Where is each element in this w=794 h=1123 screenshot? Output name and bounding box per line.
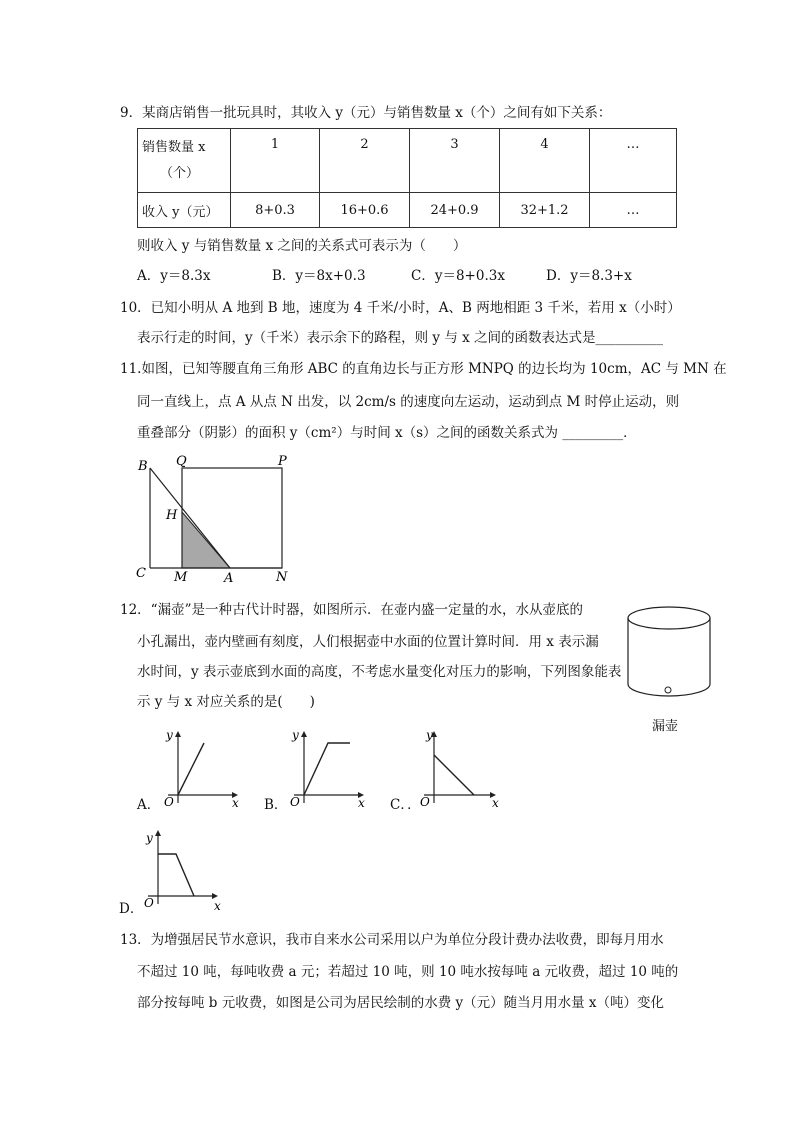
q12-graph-d-x-label: x bbox=[214, 899, 221, 913]
q13-line-2: 不超过 10 吨，每吨收费 a 元；若超过 10 吨，则 10 吨水按每吨 a 元收费，超过 10 吨的 bbox=[137, 964, 679, 980]
q11-line-3: 重叠部分（阴影）的面积 y（cm²）与时间 x（s）之间的函数关系式为 _________． bbox=[137, 425, 637, 441]
q11-label-m: M bbox=[174, 570, 188, 585]
q9-option-c: C．y＝8+0.3x bbox=[411, 268, 505, 284]
q12-graph-d-curve bbox=[158, 854, 194, 896]
q9-header-cell: 2 bbox=[320, 129, 410, 193]
q11-label-c: C bbox=[136, 566, 146, 581]
q12-graph-b-origin: O bbox=[290, 795, 300, 809]
q9-header-unit: （个） bbox=[160, 165, 200, 181]
q12-line-1: 12．“漏壶”是一种古代计时器，如图所示．在壶内盛一定量的水，水从壶底的 bbox=[120, 602, 583, 618]
q12-graph-a-x-label: x bbox=[232, 796, 239, 810]
q9-income-cell: 24+0.9 bbox=[410, 193, 500, 228]
q11-line-2: 同一直线上，点 A 从点 N 出发，以 2cm/s 的速度向左运动，运动到点 M 时停止运动，则 bbox=[137, 394, 680, 410]
q12-graph-c-curve bbox=[434, 755, 474, 795]
q12-graph-d-origin: O bbox=[144, 896, 154, 910]
q12-option-b-label: B． bbox=[264, 797, 288, 813]
q12-graph-d-y-label: y bbox=[146, 831, 153, 845]
q11-label-a: A bbox=[224, 571, 234, 586]
q9-income-cell: … bbox=[590, 193, 677, 228]
q9-header-cell: 4 bbox=[500, 129, 590, 193]
q11-label-h: H bbox=[166, 508, 178, 523]
q12-graph-b-y-label: y bbox=[292, 728, 299, 742]
q11-label-b: B bbox=[138, 459, 148, 474]
q11-label-p: P bbox=[278, 454, 287, 469]
q12-graph-d bbox=[138, 826, 228, 914]
q12-vessel-figure bbox=[622, 598, 718, 708]
q12-graph-c-origin: O bbox=[420, 795, 430, 809]
q9-income-label: 收入 y（元） bbox=[138, 193, 231, 228]
q12-graph-b-curve bbox=[304, 743, 350, 795]
q9-stem: 9．某商店销售一批玩具时，其收入 y（元）与销售数量 x（个）之间有如下关系： bbox=[120, 105, 612, 121]
q9-sales-table bbox=[137, 128, 677, 228]
q11-geometry-figure bbox=[130, 452, 300, 587]
q12-vessel-bottom bbox=[628, 684, 710, 696]
q12-option-c-label: C．． bbox=[390, 797, 421, 813]
q9-option-b: B．y＝8x+0.3 bbox=[272, 268, 366, 284]
q9-question: 则收入 y 与销售数量 x 之间的关系式可表示为（ ） bbox=[137, 238, 467, 254]
q9-header-cell: 1 bbox=[231, 129, 320, 193]
q12-graph-a-y-label: y bbox=[166, 728, 173, 742]
q12-graph-b bbox=[284, 725, 374, 810]
q9-header-label: 销售数量 x bbox=[142, 139, 206, 155]
q9-option-d: D．y＝8.3+x bbox=[546, 268, 632, 284]
q12-graph-d-y-arrow bbox=[155, 830, 161, 836]
q9-option-a: A．y＝8.3x bbox=[137, 268, 211, 284]
q11-line-1: 11.如图，已知等腰直角三角形 ABC 的直角边长与正方形 MNPQ 的边长均为 10cm，AC 与 MN 在 bbox=[120, 361, 727, 377]
q12-line-4: 示 y 与 x 对应关系的是( ) bbox=[137, 694, 315, 710]
q9-income-cell: 16+0.6 bbox=[320, 193, 410, 228]
q12-graph-a-y-arrow bbox=[175, 731, 181, 737]
q12-graph-a bbox=[158, 725, 248, 810]
q12-vessel-top-rim bbox=[628, 607, 710, 629]
q10-line-1: 10．已知小明从 A 地到 B 地，速度为 4 千米/小时，A、B 两地相距 3 千米，若用 x（小时） bbox=[120, 300, 681, 316]
q12-line-2: 小孔漏出，壶内壁画有刻度，人们根据壶中水面的位置计算时间．用 x 表示漏 bbox=[137, 634, 599, 650]
q9-header-cell: … bbox=[590, 129, 677, 193]
q11-label-n: N bbox=[276, 570, 288, 585]
q9-income-cell: 8+0.3 bbox=[231, 193, 320, 228]
q11-label-q: Q bbox=[176, 454, 187, 469]
q9-header-cell: 3 bbox=[410, 129, 500, 193]
q12-vessel-caption: 漏壶 bbox=[652, 719, 679, 734]
q12-graph-a-curve bbox=[178, 743, 204, 795]
q12-graph-a-origin: O bbox=[164, 795, 174, 809]
q12-option-d-label: D． bbox=[119, 901, 144, 917]
q13-line-3: 部分按每吨 b 元收费，如图是公司为居民绘制的水费 y（元）随当月用水量 x（吨）变化 bbox=[137, 995, 665, 1011]
q9-income-cell: 32+1.2 bbox=[500, 193, 590, 228]
q10-line-2: 表示行走的时间，y（千米）表示余下的路程，则 y 与 x 之间的函数表达式是__________ bbox=[137, 330, 664, 346]
q12-graph-b-x-label: x bbox=[358, 796, 365, 810]
q12-option-a-label: A． bbox=[137, 797, 161, 813]
q12-graph-c-x-label: x bbox=[492, 796, 499, 810]
q12-graph-c-y-label: y bbox=[426, 728, 433, 742]
q12-graph-b-y-arrow bbox=[301, 731, 307, 737]
q12-vessel-drain-hole bbox=[665, 687, 671, 693]
q13-line-1: 13．为增强居民节水意识，我市自来水公司采用以户为单位分段计费办法收费，即每月用水 bbox=[120, 932, 664, 948]
q12-line-3: 水时间，y 表示壶底到水面的高度，不考虑水量变化对压力的影响，下列图象能表 bbox=[137, 664, 622, 680]
q9-header-label-cell bbox=[138, 129, 231, 193]
q12-graph-c bbox=[416, 725, 506, 810]
